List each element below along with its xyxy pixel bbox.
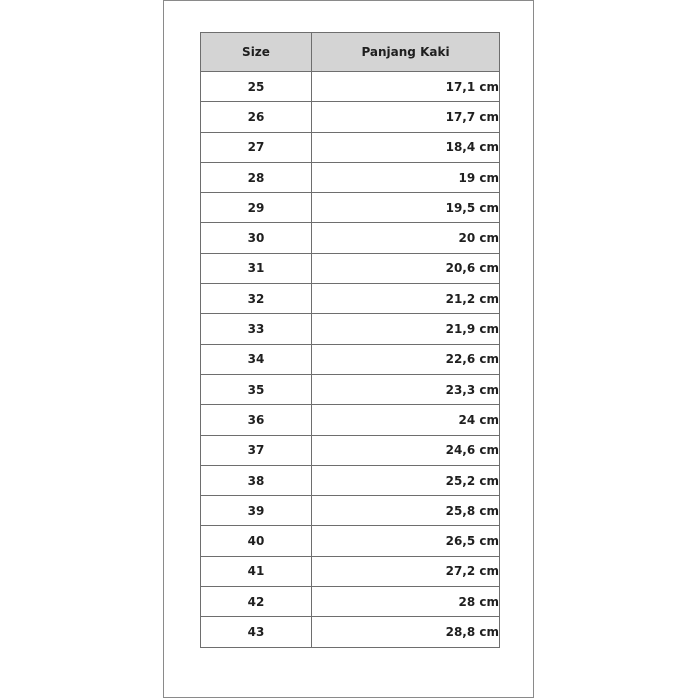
- table-row: [201, 374, 500, 404]
- foot-length-cell: 27,2 cm: [312, 556, 500, 586]
- table-row: [201, 223, 500, 253]
- table-row: [201, 435, 500, 465]
- table-row: [201, 72, 500, 102]
- size-cell: 37: [201, 435, 312, 465]
- table-row: [201, 556, 500, 586]
- table-row: [201, 405, 500, 435]
- foot-length-cell: 25,2 cm: [312, 465, 500, 495]
- size-cell: 33: [201, 314, 312, 344]
- foot-length-cell: 19 cm: [312, 162, 500, 192]
- foot-length-cell: 24 cm: [312, 405, 500, 435]
- size-cell: 29: [201, 193, 312, 223]
- table-row: [201, 465, 500, 495]
- size-cell: 40: [201, 526, 312, 556]
- table-row: [201, 526, 500, 556]
- size-cell: 36: [201, 405, 312, 435]
- table-row: [201, 132, 500, 162]
- size-cell: 26: [201, 102, 312, 132]
- header-size: Size: [201, 33, 312, 72]
- foot-length-cell: 21,2 cm: [312, 284, 500, 314]
- table-row: [201, 617, 500, 647]
- size-cell: 41: [201, 556, 312, 586]
- foot-length-cell: 21,9 cm: [312, 314, 500, 344]
- size-cell: 42: [201, 587, 312, 617]
- size-cell: 38: [201, 465, 312, 495]
- foot-length-cell: 28,8 cm: [312, 617, 500, 647]
- header-foot-length: Panjang Kaki: [312, 33, 500, 72]
- foot-length-cell: 23,3 cm: [312, 374, 500, 404]
- foot-length-cell: 19,5 cm: [312, 193, 500, 223]
- table-row: [201, 102, 500, 132]
- foot-length-cell: 17,7 cm: [312, 102, 500, 132]
- foot-length-cell: 18,4 cm: [312, 132, 500, 162]
- table-row: [201, 162, 500, 192]
- size-cell: 35: [201, 374, 312, 404]
- size-cell: 31: [201, 253, 312, 283]
- size-cell: 28: [201, 162, 312, 192]
- table-row: [201, 284, 500, 314]
- size-chart-table: [200, 32, 500, 648]
- foot-length-cell: 17,1 cm: [312, 72, 500, 102]
- size-cell: 27: [201, 132, 312, 162]
- size-cell: 34: [201, 344, 312, 374]
- size-cell: 32: [201, 284, 312, 314]
- size-cell: 43: [201, 617, 312, 647]
- size-cell: 39: [201, 496, 312, 526]
- table-row: [201, 587, 500, 617]
- table-row: [201, 496, 500, 526]
- table-row: [201, 253, 500, 283]
- foot-length-cell: 22,6 cm: [312, 344, 500, 374]
- table-row: [201, 344, 500, 374]
- foot-length-cell: 20,6 cm: [312, 253, 500, 283]
- table-header-row: [201, 33, 500, 72]
- foot-length-cell: 28 cm: [312, 587, 500, 617]
- size-cell: 25: [201, 72, 312, 102]
- size-cell: 30: [201, 223, 312, 253]
- table-row: [201, 314, 500, 344]
- foot-length-cell: 24,6 cm: [312, 435, 500, 465]
- foot-length-cell: 25,8 cm: [312, 496, 500, 526]
- foot-length-cell: 26,5 cm: [312, 526, 500, 556]
- foot-length-cell: 20 cm: [312, 223, 500, 253]
- table-row: [201, 193, 500, 223]
